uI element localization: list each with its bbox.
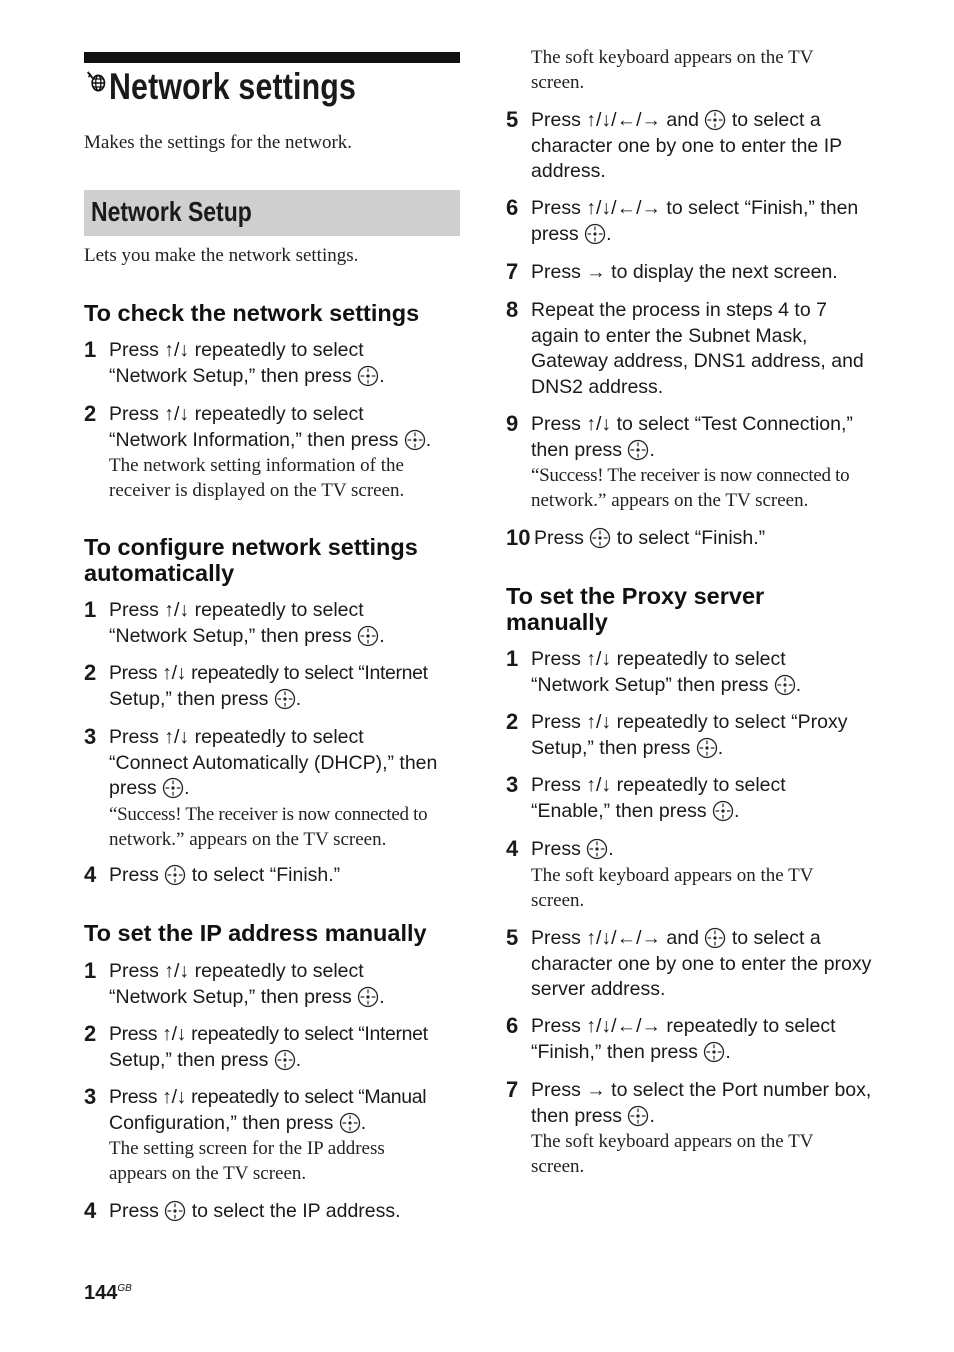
page-number-suffix: GB <box>117 1283 132 1294</box>
enter-button-icon <box>164 864 186 886</box>
step-note: “Success! The receiver is now connected to <box>109 803 428 825</box>
step-number: 2 <box>84 1021 97 1046</box>
enter-button-icon <box>589 527 611 549</box>
step-number: 2 <box>506 709 519 734</box>
step-number: 5 <box>506 107 519 132</box>
step-text: press <box>531 222 579 245</box>
step-text: Repeat the process in steps 4 to 7 <box>531 299 827 321</box>
step-number: 1 <box>84 597 97 622</box>
step-text: address. <box>531 160 606 182</box>
step-text: . <box>425 428 432 451</box>
step-number: 1 <box>84 958 97 983</box>
step-text: Setup,” then press <box>109 1048 269 1071</box>
ip-step-9 <box>506 412 853 513</box>
auto-step-4 <box>84 863 340 889</box>
step-note: The network setting information of the <box>109 455 404 476</box>
step-number: 2 <box>84 660 97 685</box>
step-text: Press <box>534 527 584 549</box>
step-text: . <box>649 1104 655 1127</box>
step-text: to select a <box>731 927 821 949</box>
enter-button-icon <box>586 838 608 860</box>
enter-button-icon <box>162 777 184 799</box>
enter-button-icon <box>274 688 296 710</box>
step-text: . <box>795 673 802 696</box>
step-text: . <box>379 624 385 647</box>
enter-button-icon <box>357 625 379 647</box>
step-text: then press <box>531 1104 623 1127</box>
enter-button-icon <box>357 986 379 1008</box>
network-globe-icon <box>86 69 106 95</box>
step-text: Press <box>109 1200 159 1222</box>
step-note: “Success! The receiver is now connected to <box>531 465 850 486</box>
step-text: “Network Setup” then press <box>531 673 769 696</box>
step-note: network.” appears on the TV screen. <box>109 828 387 850</box>
ip-step-8 <box>506 298 864 400</box>
enter-button-icon <box>627 1105 649 1127</box>
step-text: Press <box>109 864 159 886</box>
step-text: “Connect Automatically (DHCP),” then <box>109 751 438 774</box>
enter-button-icon <box>357 365 379 387</box>
heading-proxy-line2: manually <box>506 608 608 635</box>
step-text: . <box>295 687 302 710</box>
proxy-step-4 <box>506 837 813 913</box>
step-number: 5 <box>506 925 519 950</box>
step-number: 1 <box>506 646 519 671</box>
step-text: . <box>725 1040 731 1063</box>
step-text: . <box>717 736 724 759</box>
proxy-step-1 <box>506 647 801 698</box>
enter-button-icon <box>712 800 734 822</box>
ip-step-3 <box>84 1085 426 1186</box>
ip-step-2 <box>84 1022 428 1073</box>
heading-auto-line2: automatically <box>84 559 235 586</box>
step-text: “Finish,” then press <box>531 1040 698 1063</box>
step-number: 4 <box>84 1198 97 1223</box>
step-text: . <box>360 1111 367 1134</box>
step-number: 7 <box>506 259 519 284</box>
step-text: “Network Setup,” then press <box>109 364 352 387</box>
step-text: server address. <box>531 978 666 1000</box>
step-text: character one by one to enter the proxy <box>531 952 872 975</box>
step-note: screen. <box>531 1156 585 1177</box>
step-text: . <box>379 985 385 1008</box>
auto-step-3 <box>84 725 437 852</box>
step-text: Setup,” then press <box>109 687 269 710</box>
page-number <box>84 1282 132 1305</box>
step-number: 3 <box>506 772 519 797</box>
enter-button-icon <box>703 1041 725 1063</box>
step-text: . <box>379 364 385 387</box>
step-text: . <box>295 1048 302 1071</box>
section-title: Network Setup <box>91 196 252 227</box>
step-text: “Network Setup,” then press <box>109 985 352 1008</box>
step-note: network.” appears on the TV screen. <box>531 490 809 511</box>
enter-button-icon <box>774 674 796 696</box>
heading-check: To check the network settings <box>84 300 420 326</box>
step-note: The soft keyboard appears on the TV <box>531 864 814 886</box>
enter-button-icon <box>704 927 726 949</box>
step-text: Configuration,” then press <box>109 1111 334 1134</box>
step-text: Press ↑/↓ repeatedly to select <box>109 599 364 621</box>
ip-step-5 <box>506 108 842 185</box>
step-text: “Network Information,” then press <box>109 428 399 451</box>
step-text: . <box>184 777 190 799</box>
step-text: Press ↑/↓ repeatedly to select <box>109 339 364 361</box>
step-text: Press ↑/↓/←/→ repeatedly to select <box>531 1015 836 1037</box>
step-text: Gateway address, DNS1 address, and <box>531 350 864 372</box>
step-text: Press ↑/↓ repeatedly to select <box>109 726 364 748</box>
step-number: 1 <box>84 337 97 362</box>
step-text: . <box>649 438 655 461</box>
step-note: The soft keyboard appears on the TV <box>531 47 814 68</box>
step-text: Press ↑/↓ repeatedly to select <box>531 648 786 670</box>
enter-button-icon <box>164 1200 186 1222</box>
step-text: “Enable,” then press <box>531 799 707 822</box>
proxy-step-7 <box>506 1078 871 1179</box>
ip-step-1 <box>84 959 385 1010</box>
step-note: appears on the TV screen. <box>109 1163 307 1184</box>
step-text: . <box>606 222 612 245</box>
step-text: then press <box>531 438 623 461</box>
step-text: again to enter the Subnet Mask, <box>531 324 808 347</box>
step-number: 6 <box>506 195 519 220</box>
step-number: 9 <box>506 411 519 436</box>
heading-auto-line1: To configure network settings <box>84 534 418 560</box>
step-text: Press ↑/↓ repeatedly to select <box>531 774 786 796</box>
step-text: “Network Setup,” then press <box>109 624 352 647</box>
step-text: Press ↑/↓ repeatedly to select <box>109 403 364 425</box>
ip-step-4 <box>84 1199 401 1225</box>
step-number: 8 <box>506 297 519 322</box>
heading-ip: To set the IP address manually <box>84 920 427 946</box>
heading-proxy <box>506 584 764 635</box>
enter-button-icon <box>584 223 606 245</box>
step-note: screen. <box>531 72 585 93</box>
ip-step-7 <box>506 260 838 286</box>
step-note: screen. <box>531 889 585 911</box>
step-text: Press → to display the next screen. <box>531 261 838 283</box>
step-text: Press ↑/↓ repeatedly to select “Internet <box>109 662 428 684</box>
step-text: to select “Finish.” <box>616 527 766 549</box>
auto-step-1 <box>84 598 385 649</box>
ip-step-10 <box>506 526 765 552</box>
step-text: Press ↑/↓ repeatedly to select “Manual <box>109 1086 427 1108</box>
step-text: Press ↑/↓/←/→ and <box>531 927 699 949</box>
check-step-1 <box>84 338 385 389</box>
step-text: Press ↑/↓/←/→ to select “Finish,” then <box>531 197 859 219</box>
section-intro: Lets you make the network settings. <box>84 245 359 266</box>
proxy-step-3 <box>506 773 786 824</box>
enter-button-icon <box>704 109 726 131</box>
ip-step-6 <box>506 196 858 247</box>
page-title-text: Network settings <box>108 66 357 107</box>
enter-button-icon <box>627 439 649 461</box>
step-text: Press <box>531 838 581 860</box>
step-text: Press ↑/↓ repeatedly to select <box>109 960 364 982</box>
step-text: . <box>734 799 740 822</box>
step-text: DNS2 address. <box>531 375 664 398</box>
enter-button-icon <box>339 1112 361 1134</box>
proxy-step-2 <box>506 710 847 761</box>
ip-step-4-note <box>531 45 813 95</box>
step-text: Press ↑/↓/←/→ and <box>531 109 699 131</box>
enter-button-icon <box>404 429 426 451</box>
step-text: to select a <box>731 109 821 131</box>
step-note: The setting screen for the IP address <box>109 1138 385 1159</box>
step-text: press <box>109 777 157 799</box>
intro-text: Makes the settings for the network. <box>84 132 353 153</box>
check-step-2 <box>84 402 431 503</box>
step-number: 3 <box>84 724 97 749</box>
enter-button-icon <box>696 737 718 759</box>
step-text: to select “Finish.” <box>191 864 341 886</box>
step-number: 6 <box>506 1013 519 1038</box>
proxy-step-6 <box>506 1014 836 1065</box>
heading-proxy-line1: To set the Proxy server <box>506 583 765 609</box>
step-text: Press ↑/↓ repeatedly to select “Internet <box>109 1023 428 1045</box>
step-text: to select the IP address. <box>191 1200 401 1222</box>
step-text: Press → to select the Port number box, <box>531 1079 872 1101</box>
enter-button-icon <box>274 1049 296 1071</box>
step-number: 10 <box>506 525 531 550</box>
title-rule <box>84 52 460 63</box>
step-text: Press ↑/↓ to select “Test Connection,” <box>531 413 853 435</box>
page-title <box>86 66 356 108</box>
page-number-value: 144 <box>84 1282 118 1304</box>
section-band <box>84 190 460 236</box>
step-number: 4 <box>506 836 519 861</box>
step-text: . <box>608 838 614 860</box>
step-text: Setup,” then press <box>531 736 691 759</box>
heading-auto <box>84 535 418 586</box>
proxy-step-5 <box>506 926 871 1003</box>
step-text: Press ↑/↓ repeatedly to select “Proxy <box>531 711 848 733</box>
step-number: 3 <box>84 1084 97 1109</box>
step-note: The soft keyboard appears on the TV <box>531 1131 814 1152</box>
step-text: character one by one to enter the IP <box>531 134 843 157</box>
auto-step-2 <box>84 661 428 712</box>
step-number: 2 <box>84 401 97 426</box>
step-number: 4 <box>84 862 97 887</box>
step-note: receiver is displayed on the TV screen. <box>109 480 405 501</box>
step-number: 7 <box>506 1077 519 1102</box>
